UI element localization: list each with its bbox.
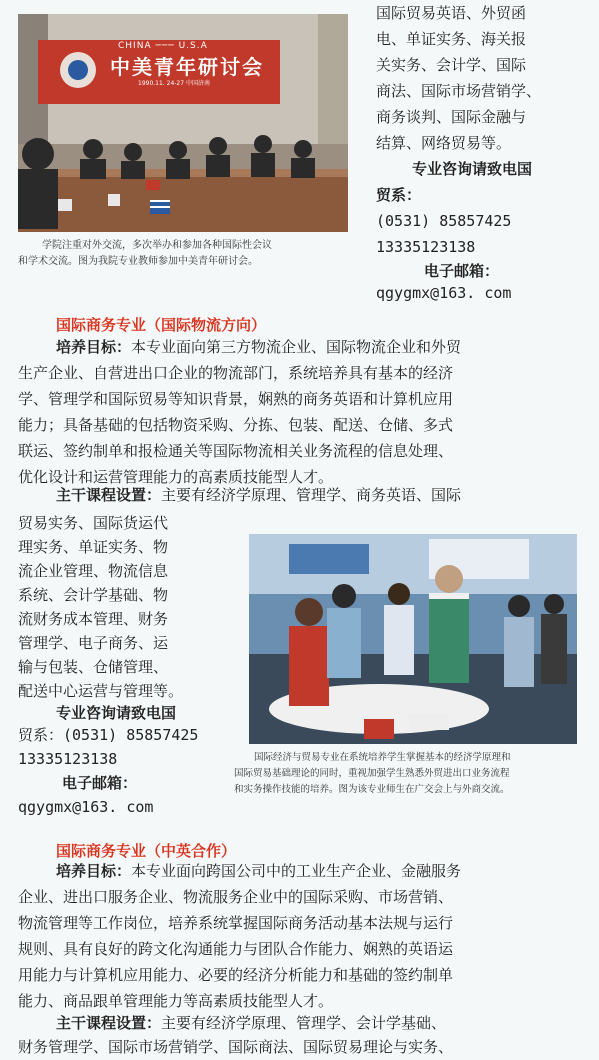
section1-course-line-0: 主干课程设置：主要有经济学原理、管理学、商务英语、国际 [56,486,462,504]
section1-course-line: 贸易实务、国际货运代 [18,514,169,532]
email-label-section1: 电子邮箱： [62,774,138,792]
banner-small-text: CHINA ─── U.S.A [118,41,208,51]
section1-course-line: 理实务、单证实务、物 [18,538,169,556]
phone-section1-1: 贸系：(0531) 85857425 [18,726,199,744]
section1-goal-line: 学、管理学和国际贸易等知识背景，娴熟的商务英语和计算机应用 [18,390,454,408]
phone-top-1: (0531) 85857425 [376,212,512,230]
section2-goal-line: 能力、商品跟单管理能力等高素质技能型人才。 [18,992,334,1010]
section2-goal-line: 物流管理等工作岗位，培养系统掌握国际商务活动基本法规与运行 [18,914,454,932]
email-label-top: 电子邮箱： [424,262,500,280]
section1-goal-line: 生产企业、自营进出口企业的物流部门，系统培养具有基本的经济 [18,364,454,382]
section1-course-line: 配送中心运营与管理等。 [18,682,184,700]
section1-course-line: 输与包装、仓储管理、 [18,658,169,676]
photo1-caption: 学院注重对外交流，多次举办和参加各种国际性会议 和学术交流。图为我院专业教师参加中美青年研讨会。 [18,240,272,267]
section1-course-line: 流财务成本管理、财务 [18,610,169,628]
section1-title: 国际商务专业（国际物流方向） [56,316,267,334]
email-top: qgygmx@163. com [376,284,512,302]
conference-photo [18,14,348,232]
photo2-caption: 国际经济与贸易专业在系统培养学生掌握基本的经济学原理和 国际贸易基础理论的同时，重视加强学生熟悉外贸进出口业务流程 和实务操作技能的培养。图为该专业师生在广交会上与外商交流。 [234,752,511,795]
section1-goal-line: 能力；具备基础的包括物资采购、分拣、包装、配送、仓储、多式 [18,416,454,434]
consult-label-top-2: 贸系： [376,186,422,204]
section2-goal-line: 规则、具有良好的跨文化沟通能力与团队合作能力、娴熟的英语运 [18,940,454,958]
section2-title: 国际商务专业（中英合作） [56,842,237,860]
section2-course-line: 财务管理学、国际市场营销学、国际商法、国际贸易理论与实务、 [18,1038,454,1056]
consult-label-section1: 专业咨询请致电国 [56,704,177,722]
banner-date: 1990.11. 24-27 中国济南 [138,80,210,87]
phone-section1-2: 13335123138 [18,750,118,768]
section1-goal-line: 优化设计和运营管理能力的高素质技能型人才。 [18,468,334,486]
email-section1: qgygmx@163. com [18,798,154,816]
section1-course-line: 管理学、电子商务、运 [18,634,169,652]
phone-top-2: 13335123138 [376,238,476,256]
consult-label-top: 专业咨询请致电国 [412,160,533,178]
section2-goal-line-0: 培养目标：本专业面向跨国公司中的工业生产企业、金融服务 [56,862,462,880]
section1-course-line: 流企业管理、物流信息 [18,562,169,580]
section1-goal-line-0: 培养目标：本专业面向第三方物流企业、国际物流企业和外贸 [56,338,462,356]
section2-course-line-0: 主干课程设置：主要有经济学原理、管理学、会计学基础、 [56,1014,447,1032]
section2-goal-line: 用能力与计算机应用能力、必要的经济分析能力和基础的签约制单 [18,966,454,984]
section2-goal-line: 企业、进出口服务企业、物流服务企业中的国际采购、市场营销、 [18,888,454,906]
trade-fair-photo [249,534,577,744]
section1-goal-line: 联运、签约制单和报检通关等国际物流相关业务流程的信息处理、 [18,442,454,460]
banner-title: 中美青年研讨会 [110,55,264,79]
section1-course-line: 系统、会计学基础、物 [18,586,169,604]
